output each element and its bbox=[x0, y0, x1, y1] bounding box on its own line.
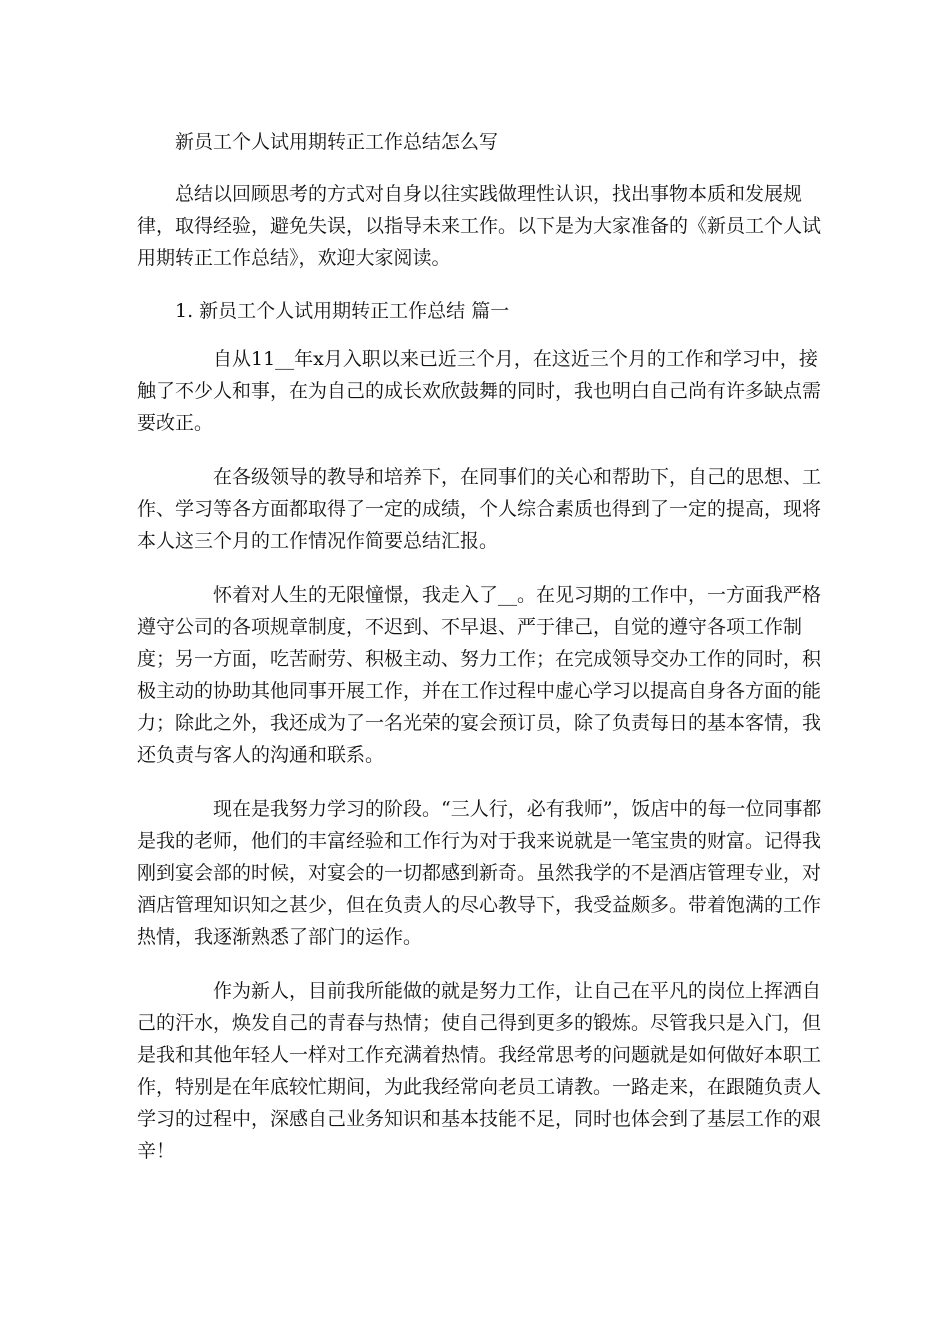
body-paragraph-1: 自从11__年x月入职以来已近三个月，在这近三个月的工作和学习中，接触了不少人和事，在为自己的成长欢欣鼓舞的同时，我也明白自己尚有许多缺点需要改正。 bbox=[137, 348, 822, 434]
intro-paragraph: 总结以回顾思考的方式对自身以往实践做理性认识，找出事物本质和发展规律，取得经验，避免失误，以指导未来工作。以下是为大家准备的《新员工个人试用期转正工作总结》，欢迎大家阅读。 bbox=[137, 183, 822, 269]
body-paragraph-5: 作为新人，目前我所能做的就是努力工作，让自己在平凡的岗位上挥洒自己的汗水，焕发自己的青春与热情；使自己得到更多的锻炼。尽管我只是入门，但是我和其他年轻人一样对工作充满着热情。我经常思考的问题就是如何做好本职工作，特别是在年底较忙期间，为此我经常向老员工请教。一路走来，在跟随负责人学习的过程中，深感自己业务知识和基本技能不足，同时也体会到了基层工作的艰辛！ bbox=[137, 980, 822, 1162]
body-paragraph-2: 在各级领导的教导和培养下，在同事们的关心和帮助下，自己的思想、工作、学习等各方面都取得了一定的成绩，个人综合素质也得到了一定的提高，现将本人这三个月的工作情况作简要总结汇报。 bbox=[137, 466, 822, 552]
body-paragraph-3: 怀着对人生的无限憧憬，我走入了__。在见习期的工作中，一方面我严格遵守公司的各项规章制度，不迟到、不早退、严于律己，自觉的遵守各项工作制度；另一方面，吃苦耐劳、积极主动、努力工作；在完成领导交办工作的同时，积极主动的协助其他同事开展工作，并在工作过程中虚心学习以提高自身各方面的能力；除此之外，我还成为了一名光荣的宴会预订员，除了负责每日的基本客情，我还负责与客人的沟通和联系。 bbox=[137, 584, 822, 766]
document-title: 新员工个人试用期转正工作总结怎么写 bbox=[175, 131, 499, 153]
document-page bbox=[137, 126, 827, 1189]
section-heading: 1. 新员工个人试用期转正工作总结 篇一 bbox=[175, 300, 510, 322]
body-paragraph-4: 现在是我努力学习的阶段。“三人行，必有我师”，饭店中的每一位同事都是我的老师，他们的丰富经验和工作行为对于我来说就是一笔宝贵的财富。记得我刚到宴会部的时候，对宴会的一切都感到新奇。虽然我学的不是酒店管理专业，对酒店管理知识知之甚少，但在负责人的尽心教导下，我受益颇多。带着饱满的工作热情，我逐渐熟悉了部门的运作。 bbox=[137, 798, 822, 948]
